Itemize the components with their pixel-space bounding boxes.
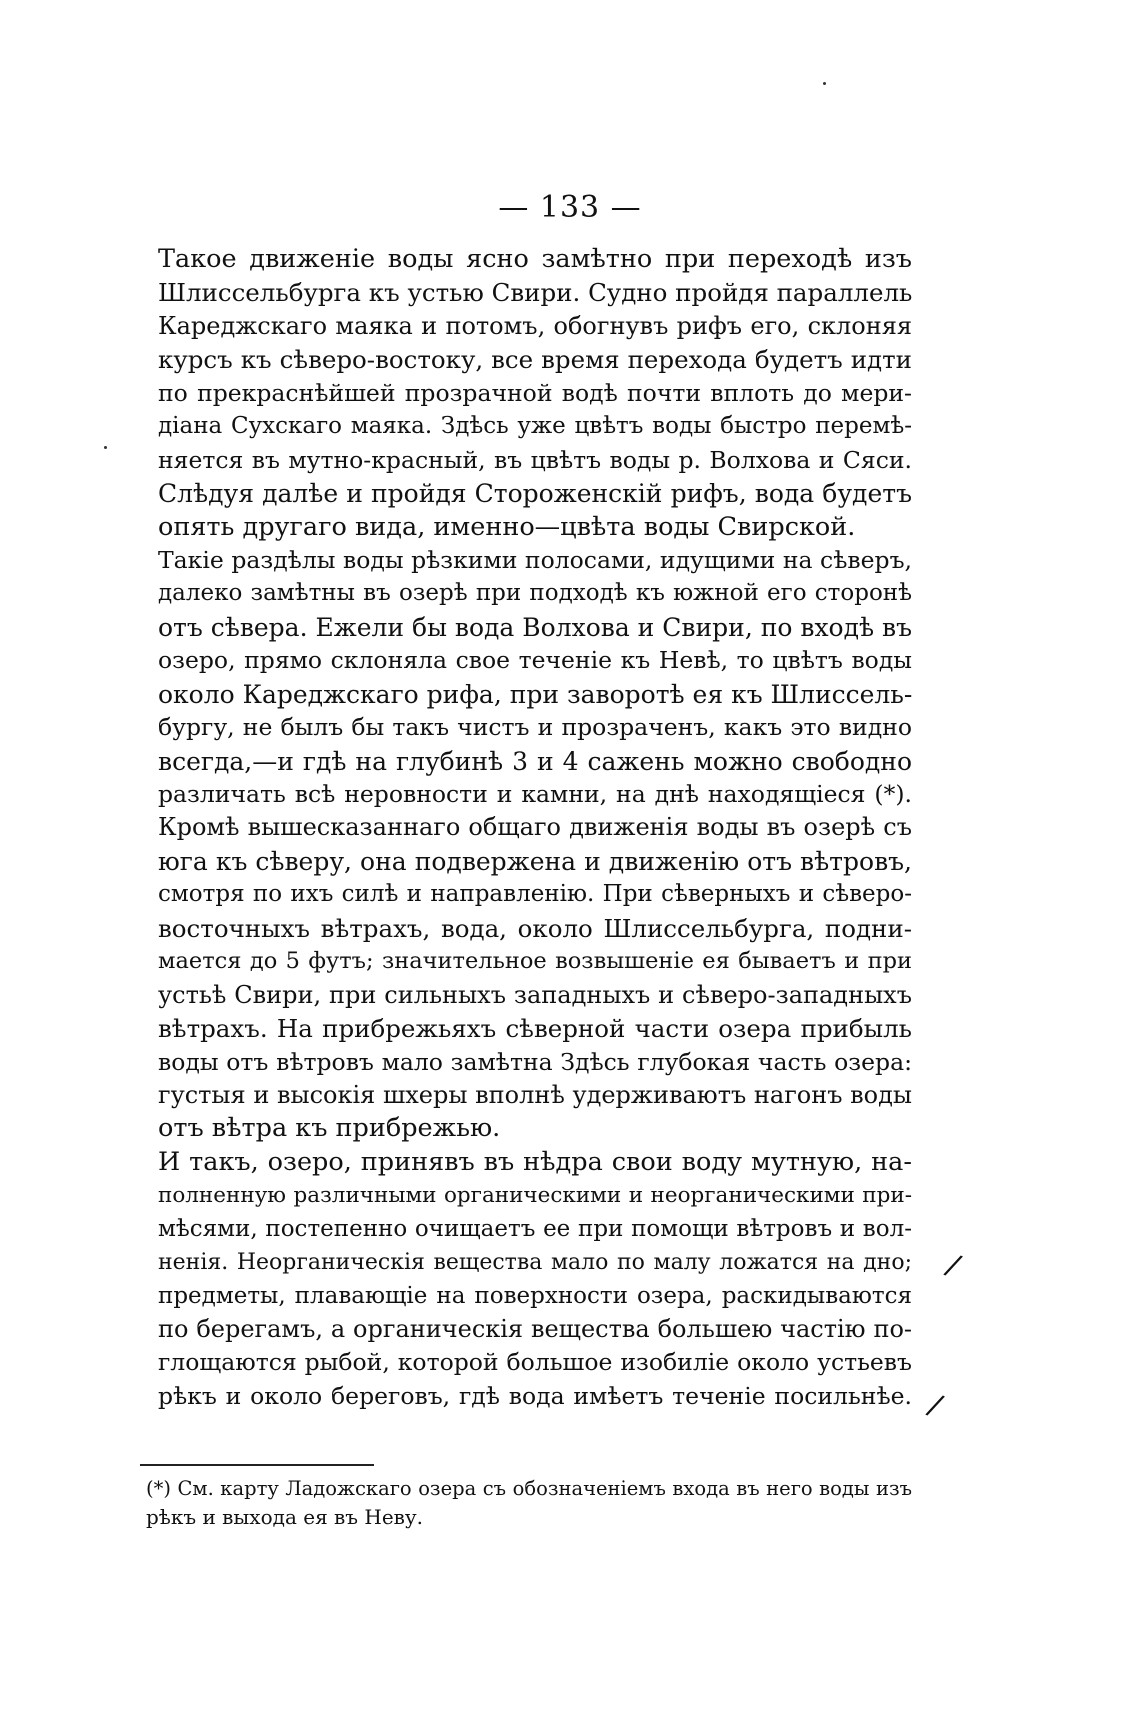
text-line: отъ вѣтра къ прибрежью. — [158, 1113, 501, 1144]
text-line: вѣтрахъ. На прибрежьяхъ сѣверной части озера прибыль — [158, 1014, 912, 1044]
text-line: отъ сѣвера. Ежели бы вода Волхова и Свири, по входѣ въ — [158, 612, 912, 642]
text-line: глощаются рыбой, которой большое изобиліе около устьевъ — [158, 1348, 912, 1377]
text-line: около Кареджскаго рифа, при заворотѣ ея къ Шлиссель- — [158, 679, 913, 709]
text-line: Слѣдуя далѣе и пройдя Стороженскій рифъ, вода будетъ — [158, 479, 912, 509]
text-line: Такіе раздѣлы воды рѣзкими полосами, идущими на сѣверъ, — [158, 545, 912, 574]
text-line: озеро, прямо склоняла свое теченіе къ Невѣ, то цвѣтъ воды — [158, 646, 912, 675]
text-line: полненную различными органическими и неорганическими при- — [158, 1183, 912, 1209]
footnote — [146, 1474, 912, 1532]
page-number: — 133 — — [498, 190, 642, 225]
text-line: И такъ, озеро, принявъ въ нѣдра свои воду мутную, на- — [158, 1146, 912, 1177]
text-line: густыя и высокія шхеры вполнѣ удерживаютъ нагонъ воды — [158, 1080, 912, 1109]
speck — [104, 446, 107, 449]
text-line: опять другаго вида, именно—цвѣта воды Свирской. — [158, 511, 856, 542]
margin-pencil-mark: / — [923, 1387, 948, 1424]
text-line: смотря по ихъ силѣ и направленію. При сѣверныхъ и сѣверо- — [158, 881, 912, 908]
text-line: далеко замѣтны въ озерѣ при подходѣ къ южной его сторонѣ — [158, 580, 912, 607]
text-line: по берегамъ, а органическія вещества большею частію по- — [158, 1315, 912, 1343]
text-line: Такое движеніе воды ясно замѣтно при переходѣ изъ — [158, 244, 912, 274]
text-line: по прекраснѣйшей прозрачной водѣ почти вплоть до мери- — [158, 378, 912, 407]
text-line: Кареджскаго маяка и потомъ, обогнувъ рифъ его, склоняя — [158, 311, 912, 340]
text-line: няется въ мутно-красный, въ цвѣтъ воды р. Волхова и Сяси. — [158, 445, 912, 474]
text-line: устьѣ Свири, при сильныхъ западныхъ и сѣверо-западныхъ — [158, 980, 912, 1009]
text-line: рѣкъ и около береговъ, гдѣ вода имѣетъ теченіе посильнѣе. — [158, 1381, 912, 1410]
text-line: Шлиссельбурга къ устью Свири. Судно пройдя параллель — [158, 278, 913, 308]
margin-pencil-mark: / — [941, 1247, 966, 1284]
footnote-line: рѣкъ и выхода ея въ Неву. — [146, 1505, 424, 1529]
footnote-line: (*) См. карту Ладожскаго озера съ обозначеніемъ входа въ него воды изъ — [146, 1477, 912, 1500]
text-line: Кромѣ вышесказаннаго общаго движенія воды въ озерѣ съ — [158, 813, 912, 842]
text-line: бургу, не былъ бы такъ чистъ и прозраченъ, какъ это видно — [158, 713, 912, 742]
speck — [823, 82, 826, 85]
text-line: юга къ сѣверу, она подвержена и движенію отъ вѣтровъ, — [158, 846, 912, 876]
text-line: предметы, плавающіе на поверхности озера, раскидываются — [158, 1282, 912, 1309]
footnote-divider — [140, 1464, 374, 1466]
text-line: воды отъ вѣтровъ мало замѣтна Здѣсь глубокая часть озера: — [158, 1047, 912, 1076]
text-line: ненія. Неорганическія вещества мало по малу ложатся на дно; — [158, 1250, 912, 1276]
main-text — [158, 243, 912, 1413]
text-line: діана Сухскаго маяка. Здѣсь уже цвѣтъ воды быстро перемѣ- — [158, 413, 912, 440]
text-line: восточныхъ вѣтрахъ, вода, около Шлиссельбурга, подни- — [158, 913, 912, 943]
text-line: мается до 5 футъ; значительное возвышеніе ея бываетъ и при — [158, 948, 912, 975]
text-line: различать всѣ неровности и камни, на днѣ находящіеся (*). — [158, 780, 912, 808]
text-line: всегда,—и гдѣ на глубинѣ 3 и 4 сажень можно свободно — [158, 746, 912, 776]
text-line: мѣсями, постепенно очищаетъ ее при помощи вѣтровъ и вол- — [158, 1215, 912, 1242]
text-line: курсъ къ сѣверо-востоку, все время перехода будетъ идти — [158, 345, 912, 375]
